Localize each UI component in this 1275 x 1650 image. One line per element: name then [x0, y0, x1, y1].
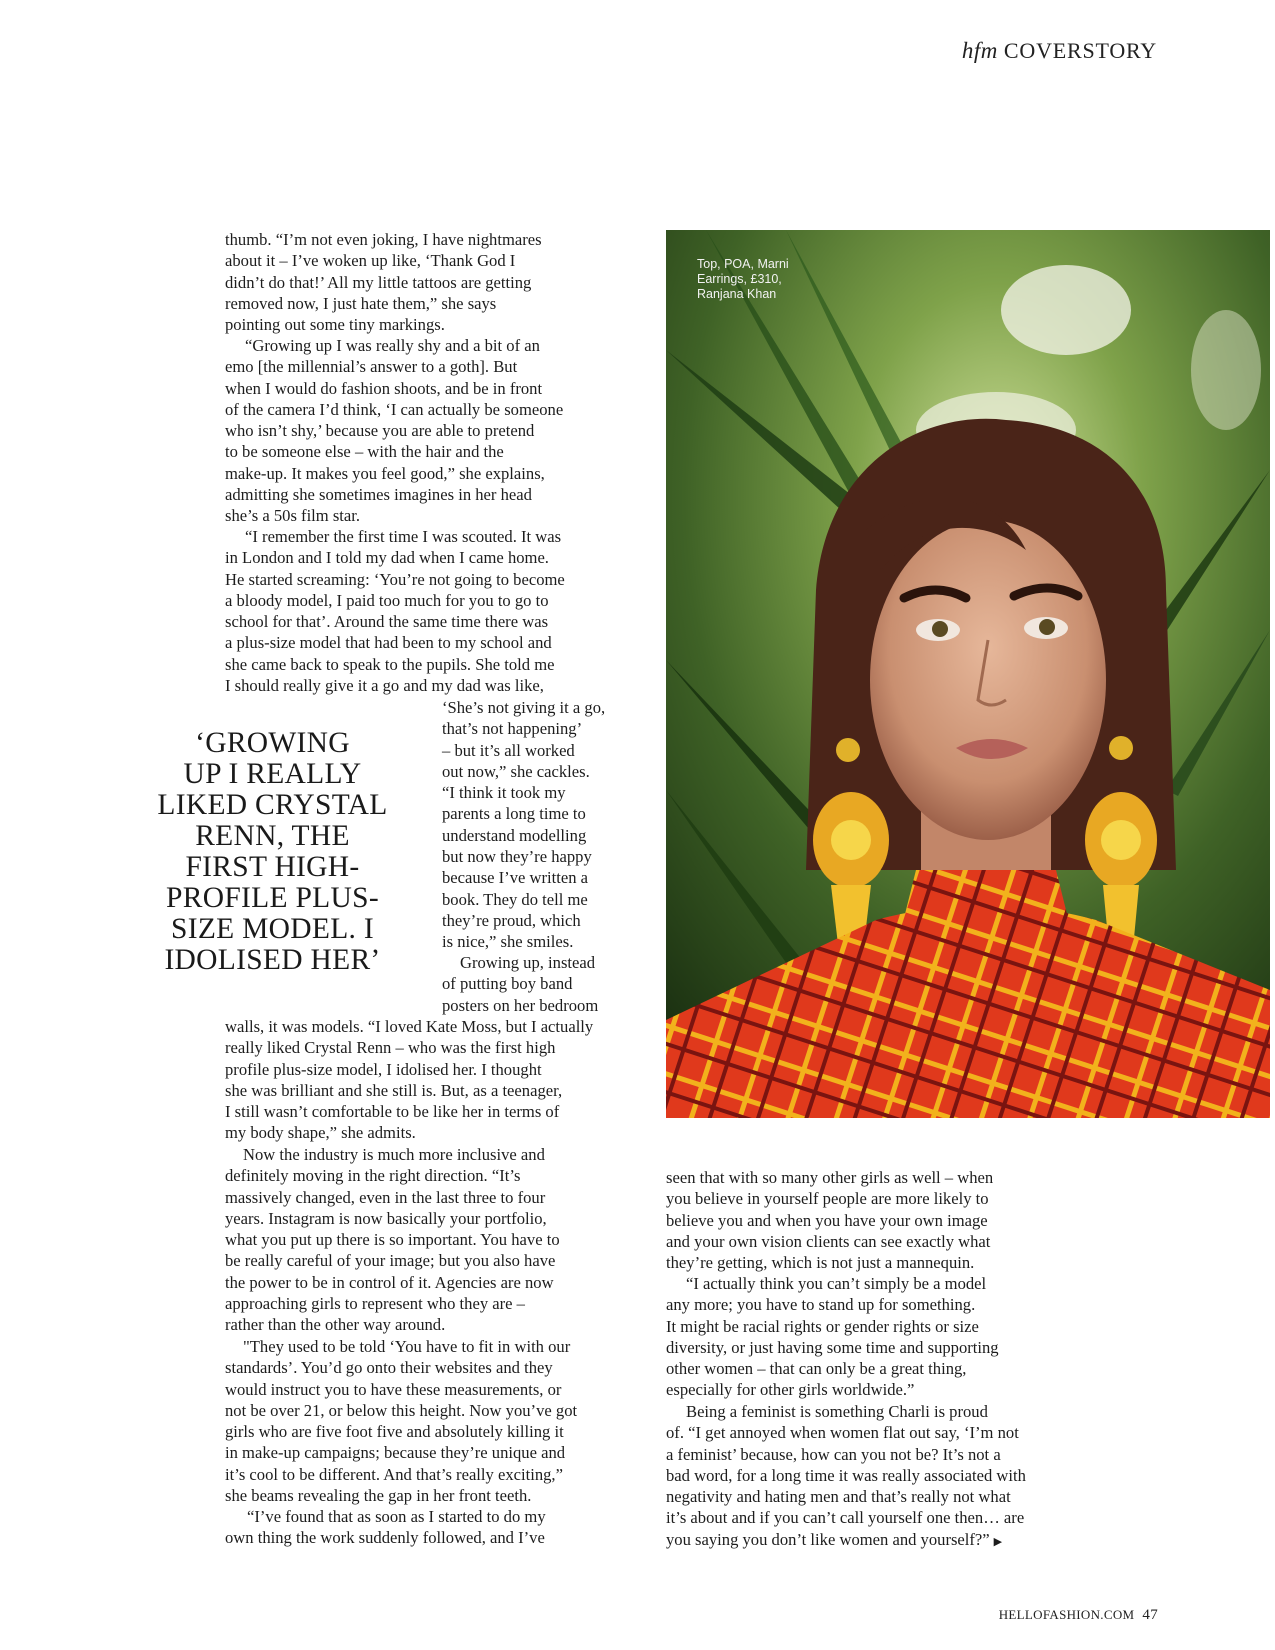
text-line: they’re proud, which [442, 910, 581, 930]
text-line: a plus-size model that had been to my school and [225, 633, 552, 653]
body-paragraph [666, 1273, 999, 1401]
text-line: it’s about and if you can’t call yourself one then… are [666, 1508, 1025, 1528]
text-line: “Growing up I was really shy and a bit of an [245, 336, 540, 355]
photo-credit [697, 257, 789, 302]
text-line: PROFILE PLUS- [166, 882, 379, 914]
text-line: Now the industry is much more inclusive and [243, 1145, 545, 1164]
text-line: rather than the other way around. [225, 1315, 446, 1335]
text-line: about it – I’ve woken up like, ‘Thank God I [225, 251, 516, 271]
text-line: she’s a 50s film star. [225, 506, 361, 526]
text-line: you believe in yourself people are more likely to [666, 1189, 989, 1209]
text-line: it’s cool to be different. And that’s really exciting,” [225, 1464, 563, 1484]
text-line: in make-up campaigns; because they’re unique and [225, 1443, 566, 1463]
text-line: "They used to be told ‘You have to fit in with our [243, 1337, 571, 1356]
text-line: she beams revealing the gap in her front teeth. [225, 1486, 532, 1506]
page-number: 47 [1142, 1607, 1158, 1623]
body-paragraph [225, 1144, 560, 1336]
text-line: in London and I told my dad when I came home. [225, 548, 549, 568]
body-paragraph [225, 335, 563, 527]
text-line: school for that’. Around the same time there was [225, 612, 549, 632]
text-line: what you put up there is so important. You have to [225, 1230, 560, 1250]
text-line: not be over 21, or below this height. Now you’ve got [225, 1400, 578, 1420]
magazine-brand: hfm [961, 38, 998, 63]
text-line: is nice,” she smiles. [442, 932, 574, 952]
text-line: really liked Crystal Renn – who was the first high [225, 1038, 556, 1058]
text-line: of. “I get annoyed when women flat out say, ‘I’m not [666, 1423, 1019, 1443]
text-line: thumb. “I’m not even joking, I have nightmares [225, 230, 542, 249]
text-line: but now they’re happy [442, 847, 592, 867]
text-line: make-up. It makes you feel good,” she explains, [225, 463, 545, 483]
text-line: definitely moving in the right direction. “It’s [225, 1166, 521, 1186]
text-line: a feminist’ because, how can you not be? It’s not a [666, 1444, 1001, 1464]
text-line: walls, it was models. “I loved Kate Moss, but I actually [225, 1017, 594, 1036]
text-line: approaching girls to represent who they are – [225, 1294, 525, 1314]
text-line: – but it’s all worked [442, 740, 575, 760]
text-line: because I’ve written a [442, 868, 589, 888]
text-line: she came back to speak to the pupils. She told me [225, 654, 555, 674]
text-line: parents a long time to [442, 804, 586, 824]
text-line: didn’t do that!’ All my little tattoos are getting [225, 272, 532, 292]
text-line: Growing up, instead [460, 953, 596, 972]
text-line: she was brilliant and she still is. But, as a teenager, [225, 1080, 563, 1100]
text-line: the power to be in control of it. Agencies are now [225, 1272, 554, 1292]
text-line: SIZE MODEL. I [171, 913, 374, 945]
text-line: emo [the millennial’s answer to a goth]. But [225, 357, 518, 377]
text-line: seen that with so many other girls as well – when [666, 1168, 994, 1187]
text-line: I should really give it a go and my dad was like, [225, 676, 544, 696]
text-line: “I actually think you can’t simply be a model [686, 1274, 987, 1293]
text-line: and your own vision clients can see exactly what [666, 1231, 991, 1251]
text-line: pointing out some tiny markings. [225, 315, 445, 335]
text-line: understand modelling [442, 825, 587, 845]
text-line: IDOLISED HER’ [164, 944, 381, 976]
cover-photo [666, 230, 1270, 1118]
text-line: to be someone else – with the hair and the [225, 442, 504, 462]
text-line: posters on her bedroom [442, 995, 599, 1015]
body-paragraph-narrow [442, 952, 598, 1016]
body-paragraph [225, 1016, 593, 1144]
text-line: who isn’t shy,’ because you are able to pretend [225, 421, 535, 441]
text-line: my body shape,” she admits. [225, 1123, 416, 1143]
text-line: out now,” she cackles. [442, 761, 590, 781]
body-paragraph [225, 1336, 577, 1506]
body-paragraph [225, 526, 565, 696]
text-line: Ranjana Khan [697, 287, 777, 301]
text-line: profile plus-size model, I idolised her. I thought [225, 1059, 542, 1079]
text-line: “I’ve found that as soon as I started to do my [247, 1507, 546, 1526]
body-paragraph-narrow [442, 697, 605, 953]
text-line: UP I REALLY [183, 758, 362, 790]
text-line: LIKED CRYSTAL [157, 789, 388, 821]
text-line: you saying you don’t like women and yourself?” ▶ [666, 1529, 1003, 1549]
text-line: FIRST HIGH- [185, 851, 360, 883]
text-line: of the camera I’d think, ‘I can actually be someone [225, 399, 564, 419]
text-line: Top, POA, Marni [697, 257, 789, 271]
text-line: ‘She’s not giving it a go, [442, 698, 606, 717]
text-line: I still wasn’t comfortable to be like her in terms of [225, 1102, 560, 1122]
text-line: massively changed, even in the last three to four [225, 1187, 546, 1207]
text-line: believe you and when you have your own image [666, 1210, 988, 1230]
text-line: when I would do fashion shoots, and be in front [225, 378, 543, 398]
text-line: girls who are five foot five and absolutely killing it [225, 1422, 564, 1442]
text-line: would instruct you to have these measurements, or [225, 1379, 562, 1399]
text-line: own thing the work suddenly followed, and I’ve [225, 1528, 545, 1548]
text-line: Earrings, £310, [697, 272, 782, 286]
text-line: other women – that can only be a great thing, [666, 1359, 967, 1379]
text-line: any more; you have to stand up for something. [666, 1295, 976, 1315]
text-line: diversity, or just having some time and supporting [666, 1337, 999, 1357]
text-line: removed now, I just hate them,” she says [225, 293, 497, 313]
text-line: ‘GROWING [195, 727, 350, 759]
text-line: bad word, for a long time it was really associated with [666, 1465, 1026, 1485]
footer-site: HELLOFASHION.COM [998, 1607, 1135, 1622]
text-line: especially for other girls worldwide.” [666, 1380, 915, 1400]
text-line: they’re getting, which is not just a mannequin. [666, 1253, 975, 1273]
text-line: RENN, THE [195, 820, 350, 852]
text-line: years. Instagram is now basically your portfolio, [225, 1208, 547, 1228]
continue-arrow-icon: ▶ [993, 1535, 1003, 1548]
text-line: that’s not happening’ [442, 719, 583, 739]
text-line: standards’. You’d go onto their websites and they [225, 1358, 553, 1378]
body-paragraph [666, 1401, 1026, 1553]
running-header [962, 38, 1157, 64]
text-line: of putting boy band [442, 974, 573, 994]
body-paragraph [225, 1506, 546, 1549]
page-footer [999, 1607, 1158, 1624]
section-title: COVERSTORY [1003, 38, 1157, 63]
text-line: book. They do tell me [442, 889, 588, 909]
body-paragraph [225, 229, 542, 335]
text-line: “I think it took my [442, 783, 566, 803]
text-line: be really careful of your image; but you also have [225, 1251, 556, 1271]
text-line: a bloody model, I paid too much for you to go to [225, 590, 549, 610]
text-line: He started screaming: ‘You’re not going to become [225, 569, 565, 589]
text-line: It might be racial rights or gender rights or size [666, 1316, 979, 1336]
text-line: admitting she sometimes imagines in her head [225, 485, 532, 505]
text-line: negativity and hating men and that’s really not what [666, 1487, 1011, 1507]
pull-quote [140, 728, 405, 976]
body-paragraph [666, 1167, 993, 1273]
text-line: Being a feminist is something Charli is proud [686, 1402, 988, 1421]
text-line: “I remember the first time I was scouted. It was [245, 527, 562, 546]
